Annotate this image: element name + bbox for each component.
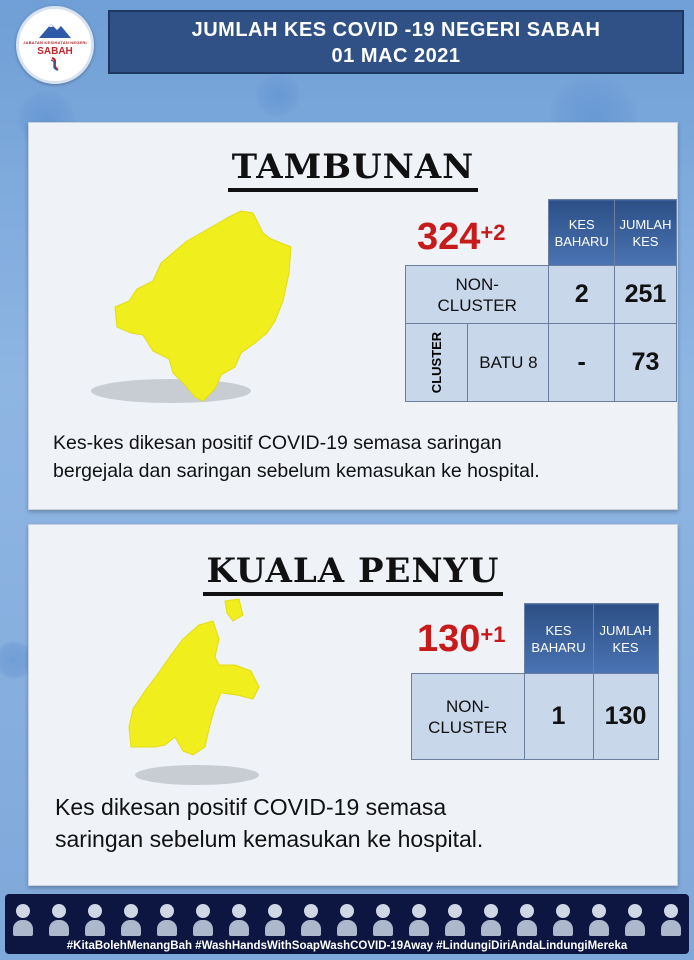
case-description: Kes-kes dikesan positif COVID-19 semasa saringan bergejala dan saringan sebelum kemasukan ke hospital. <box>53 432 540 482</box>
person-icon <box>481 904 501 936</box>
person-icon <box>229 904 249 936</box>
person-icon <box>553 904 573 936</box>
new-cases-value: 1 <box>524 674 593 760</box>
case-increase: +2 <box>480 220 506 245</box>
person-icon <box>409 904 429 936</box>
person-icon <box>589 904 609 936</box>
row-label: NON- CLUSTER <box>406 266 549 324</box>
frontliner-figures <box>5 894 689 936</box>
row-label: BATU 8 <box>468 324 549 402</box>
person-icon <box>373 904 393 936</box>
page-header <box>108 10 684 74</box>
total-cases: $130^{+1}$ <box>417 618 506 660</box>
person-icon <box>337 904 357 936</box>
district-card-tambunan <box>28 122 678 510</box>
person-icon <box>445 904 465 936</box>
sabah-health-logo <box>16 6 94 84</box>
case-description: Kes dikesan positif COVID-19 semasa saringan sebelum kemasukan ke hospital. <box>55 794 484 852</box>
mountain-icon <box>37 20 73 40</box>
total-cases-value: 251 <box>614 266 676 324</box>
person-icon <box>517 904 537 936</box>
col-header-new: KES BAHARU <box>524 604 593 674</box>
header-date: 01 MAC 2021 <box>331 45 461 67</box>
person-icon <box>13 904 33 936</box>
col-header-total: JUMLAH KES <box>593 604 658 674</box>
total-cases-value: 130 <box>593 674 658 760</box>
district-title: KUALA PENYU <box>29 551 677 591</box>
person-icon <box>193 904 213 936</box>
person-icon <box>625 904 645 936</box>
district-card-kuala-penyu <box>28 524 678 886</box>
new-cases-value: 2 <box>549 266 615 324</box>
person-icon <box>85 904 105 936</box>
tambunan-map <box>91 203 301 413</box>
person-icon <box>157 904 177 936</box>
cases-table <box>405 199 677 402</box>
person-icon <box>121 904 141 936</box>
col-header-new: KES BAHARU <box>549 200 615 266</box>
logo-subtitle: JABATAN KESIHATAN NEGERI <box>23 39 87 45</box>
campaign-footer <box>5 894 689 954</box>
virus-decoration <box>255 72 301 118</box>
total-cases: $324^{+2}$ <box>417 216 506 258</box>
cases-table <box>411 603 659 760</box>
ribbon-icon <box>50 57 60 71</box>
table-row <box>406 266 677 324</box>
district-title: TAMBUNAN <box>29 147 677 187</box>
row-label: NON- CLUSTER <box>412 674 525 760</box>
kuala-penyu-map <box>117 595 297 795</box>
new-cases-value: - <box>549 324 615 402</box>
cluster-label: CLUSTER <box>406 324 468 402</box>
person-icon <box>49 904 69 936</box>
person-icon <box>661 904 681 936</box>
campaign-hashtags: #KitaBolehMenangBah #WashHandsWithSoapWashCOVID-19Away #LindungiDiriAndaLindungiMereka <box>66 940 628 952</box>
logo-word: SABAH <box>37 45 73 57</box>
total-cases-value: 73 <box>614 324 676 402</box>
table-row <box>406 324 677 402</box>
case-increase: +1 <box>480 622 506 647</box>
header-title: JUMLAH KES COVID -19 NEGERI SABAH <box>191 19 601 41</box>
person-icon <box>301 904 321 936</box>
table-row <box>412 674 659 760</box>
person-icon <box>265 904 285 936</box>
col-header-total: JUMLAH KES <box>614 200 676 266</box>
